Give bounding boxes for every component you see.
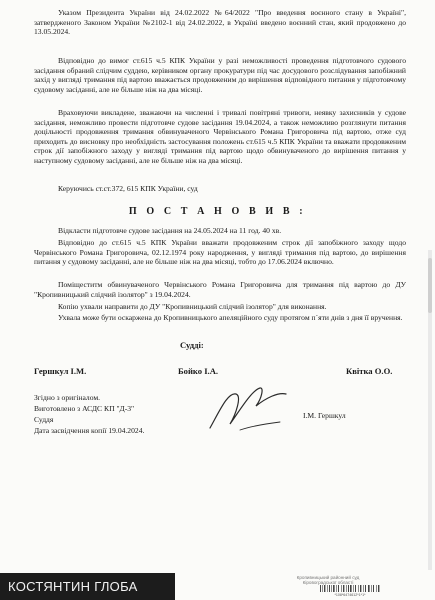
- barcode-number: *108*6474612*1*1*: [334, 593, 366, 597]
- handwritten-signature-icon: [200, 380, 295, 440]
- certification-line-2: Виготовлено з АСДС КП "Д-3": [34, 404, 135, 413]
- adjourn-paragraph: Відкласти підготовче судове засідання на 24.05.2024 на 11 год. 40 хв.: [58, 226, 282, 235]
- appeal-paragraph: Ухвала може бути оскаржена до Кропивницького апеляційного суду протягом п`яти днів з дня її вручення.: [58, 313, 403, 322]
- guided-by-paragraph: Керуючись ст.ст.372, 615 КПК України, суд: [58, 184, 198, 193]
- detention-paragraph: Поміщеститм обвинуваченого Червінського Романа Григоровича для тримання під вартою до ДУ "Кропивницький слідчий ізолятор" з 19.04.2024.: [34, 280, 406, 299]
- ruling-title: П О С Т А Н О В И В :: [128, 206, 307, 217]
- judges-heading: Судді:: [180, 340, 204, 350]
- certification-line-3-label: Суддя: [34, 415, 54, 424]
- copy-paragraph: Копію ухвали направити до ДУ "Кропивницький слідчий ізолятор" для виконання.: [58, 302, 327, 311]
- judge-2-name: Бойко І.А.: [178, 366, 219, 376]
- reasoning-paragraph: Враховуючи викладене, зважаючи на численні і тривалі повітряні тривоги, неявку захисників у судове засідання, неможливо провести підготовче судове засідання 19.04.2024, а також неможливо розглянути питання доцільності продовження тримання обвинуваченого Червінського Романа Григоровича під вартою, отже суд приходить до висновку про необхідність застосування положень ст.615 ч.5 КПК України та вважати продовженим строк дії запобіжного заходу у вигляді тримання під вартою щодо обвинуваченого до вирішення питання у наступному судовому засіданні, але не більше ніж на два місяці.: [34, 108, 406, 165]
- court-stamp-line-1: Кропивницький районний суд: [296, 575, 360, 580]
- scrollbar-thumb[interactable]: [428, 258, 432, 313]
- barcode-icon: [320, 585, 380, 592]
- certification-line-4: Дата засвідчення копії 19.04.2024.: [34, 426, 145, 435]
- extension-paragraph: Відповідно до ст.615 ч.5 КПК України вважати продовженим строк дії запобіжного заходу щодо Червінського Романа Григоровича, 02.12.1974 року народження, у вигляді тримання під вартою, до вирішення питання у судовому засіданні, але не більше ніж на два місяці, тобто до 17.06.2024 включно.: [34, 238, 406, 267]
- court-stamp-line-2: Кіровоградської області: [302, 580, 354, 586]
- certification-line-3-name: І.М. Гершкул: [303, 411, 346, 420]
- martial-law-paragraph: Указом Президента України від 24.02.2022 №64/2022 "Про введення воєнного стану в Україні", затвердженого Законом України №2102-1 від 24.02.2022, в Україні введено воєнний стан, який продовжено до 13.05.2024.: [34, 8, 406, 37]
- judge-3-name: Квітка О.О.: [346, 366, 393, 376]
- certification-line-1: Згідно з оригіналом.: [34, 393, 101, 402]
- legal-basis-paragraph: Відповідно до вимог ст.615 ч.5 КПК України у разі неможливості проведення підготовчого судового засідання обраний слідчим суддею, керівником органу прокуратури під час досудового розслідування запобіжний захід у вигляді тримання під вартою вважається продовженим до вирішення відповідного питання у підготовчому судовому засіданні, але не більше ніж на два місяці.: [34, 56, 406, 94]
- judge-1-name: Гершкул І.М.: [34, 366, 87, 376]
- author-watermark: КОСТЯНТИН ГЛОБА: [0, 573, 175, 600]
